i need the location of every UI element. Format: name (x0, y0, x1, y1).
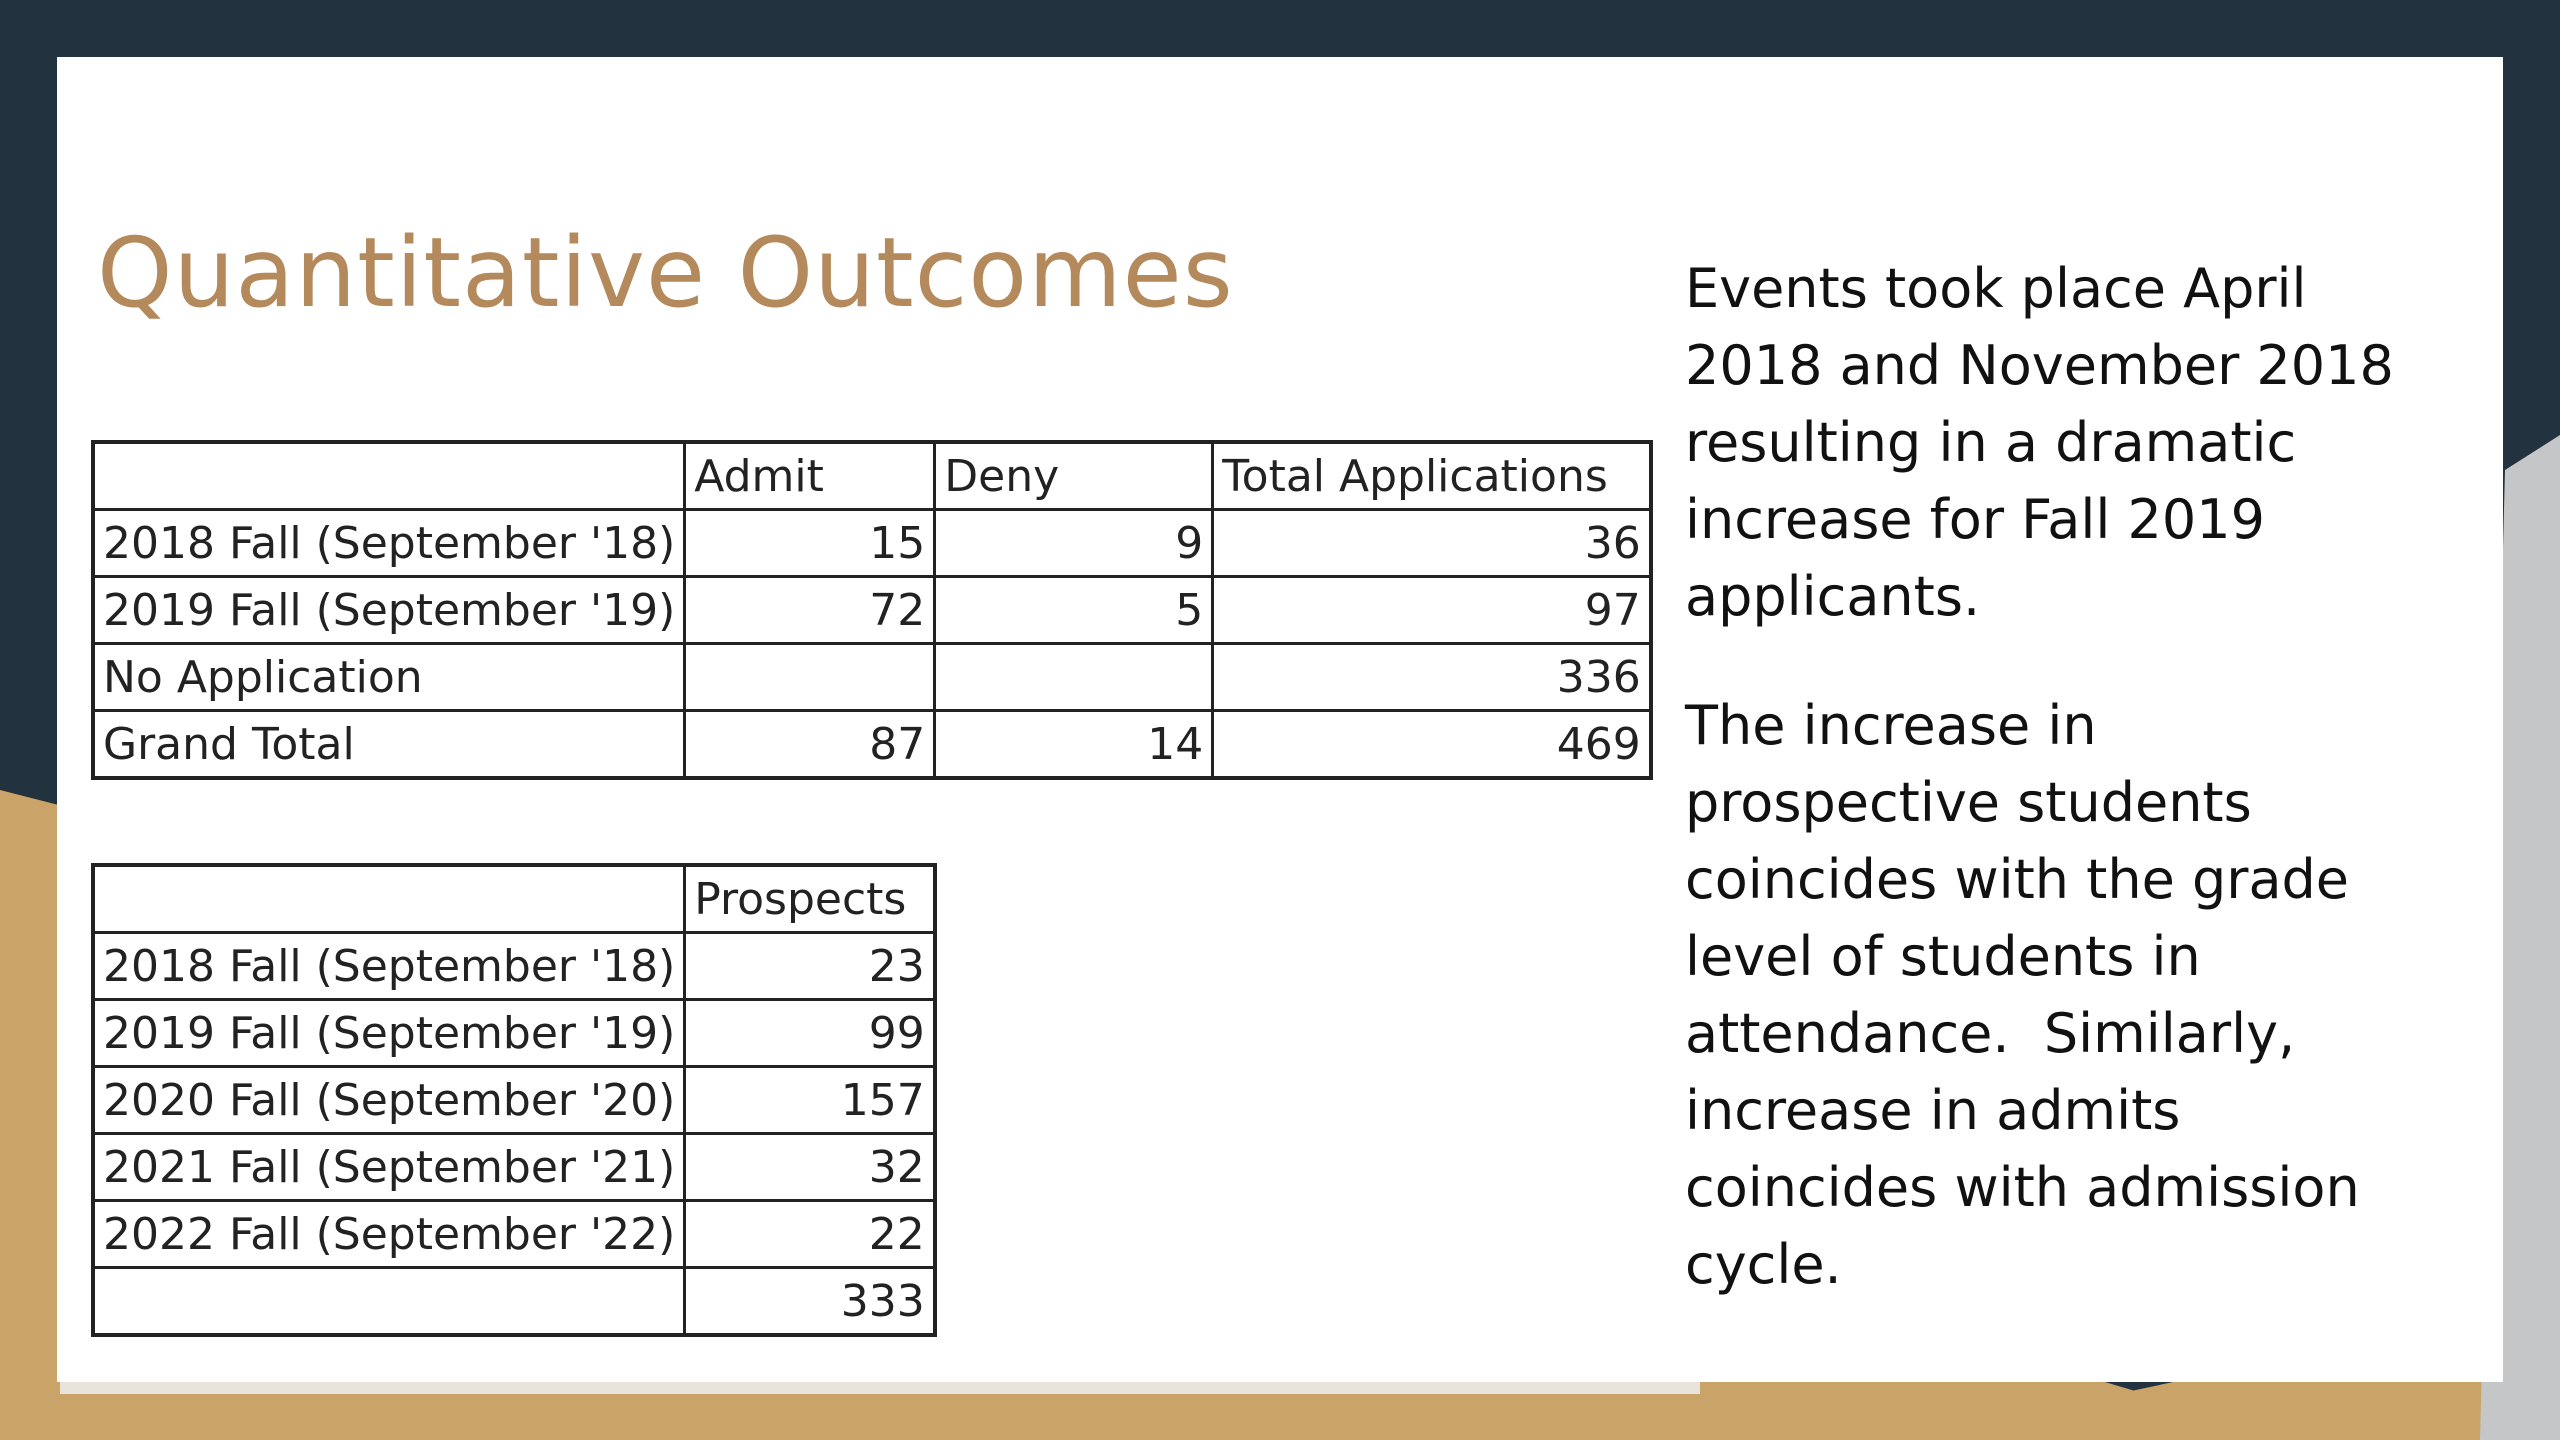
header-deny: Deny (935, 442, 1213, 510)
table-row (93, 1067, 935, 1134)
header-admit: Admit (685, 442, 935, 510)
table-row (93, 933, 935, 1000)
table-row (93, 577, 1651, 644)
admit-cell: 72 (685, 577, 935, 644)
deny-cell: 9 (935, 510, 1213, 577)
deny-cell: 5 (935, 577, 1213, 644)
table-row (93, 1000, 935, 1067)
table-row (93, 644, 1651, 711)
prospects-cell: 99 (685, 1000, 935, 1067)
header-cell (93, 865, 685, 933)
increase-paragraph: The increase in prospective students coincides with the grade level of students in attendance. Similarly, increase in admits coincides with admission cycle. (1685, 694, 2377, 1296)
table-row (93, 510, 1651, 577)
row-label: 2019 Fall (September '19) (93, 1000, 685, 1067)
total-cell: 336 (1213, 644, 1651, 711)
row-label: 2018 Fall (September '18) (93, 933, 685, 1000)
deny-cell (935, 644, 1213, 711)
slide-title: Quantitative Outcomes (97, 217, 1234, 329)
prospects-cell: 157 (685, 1067, 935, 1134)
table-row (93, 1268, 935, 1336)
prospects-cell: 22 (685, 1201, 935, 1268)
header-total-applications: Total Applications (1213, 442, 1651, 510)
table-row (93, 711, 1651, 779)
table-header-row (93, 865, 935, 933)
table-row (93, 1201, 935, 1268)
total-cell: 36 (1213, 510, 1651, 577)
admit-cell: 87 (685, 711, 935, 779)
slide-shadow (60, 1382, 1700, 1394)
deny-cell: 14 (935, 711, 1213, 779)
header-prospects: Prospects (685, 865, 935, 933)
total-cell: 469 (1213, 711, 1651, 779)
prospects-cell: 32 (685, 1134, 935, 1201)
prospects-total-cell: 333 (685, 1268, 935, 1336)
row-label: Grand Total (93, 711, 685, 779)
row-label: 2021 Fall (September '21) (93, 1134, 685, 1201)
table-header-row (93, 442, 1651, 510)
side-text (1685, 250, 2425, 1303)
applications-table (91, 440, 1653, 780)
prospects-table (91, 863, 937, 1337)
admit-cell: 15 (685, 510, 935, 577)
row-label: No Application (93, 644, 685, 711)
row-label: 2020 Fall (September '20) (93, 1067, 685, 1134)
events-paragraph: Events took place April 2018 and November 2018 resulting in a dramatic increase for Fall 2019 applicants. (1685, 257, 2412, 628)
row-label: 2018 Fall (September '18) (93, 510, 685, 577)
table-row (93, 1134, 935, 1201)
prospects-cell: 23 (685, 933, 935, 1000)
total-cell: 97 (1213, 577, 1651, 644)
header-cell (93, 442, 685, 510)
row-label: 2022 Fall (September '22) (93, 1201, 685, 1268)
row-label: 2019 Fall (September '19) (93, 577, 685, 644)
admit-cell (685, 644, 935, 711)
row-label (93, 1268, 685, 1336)
